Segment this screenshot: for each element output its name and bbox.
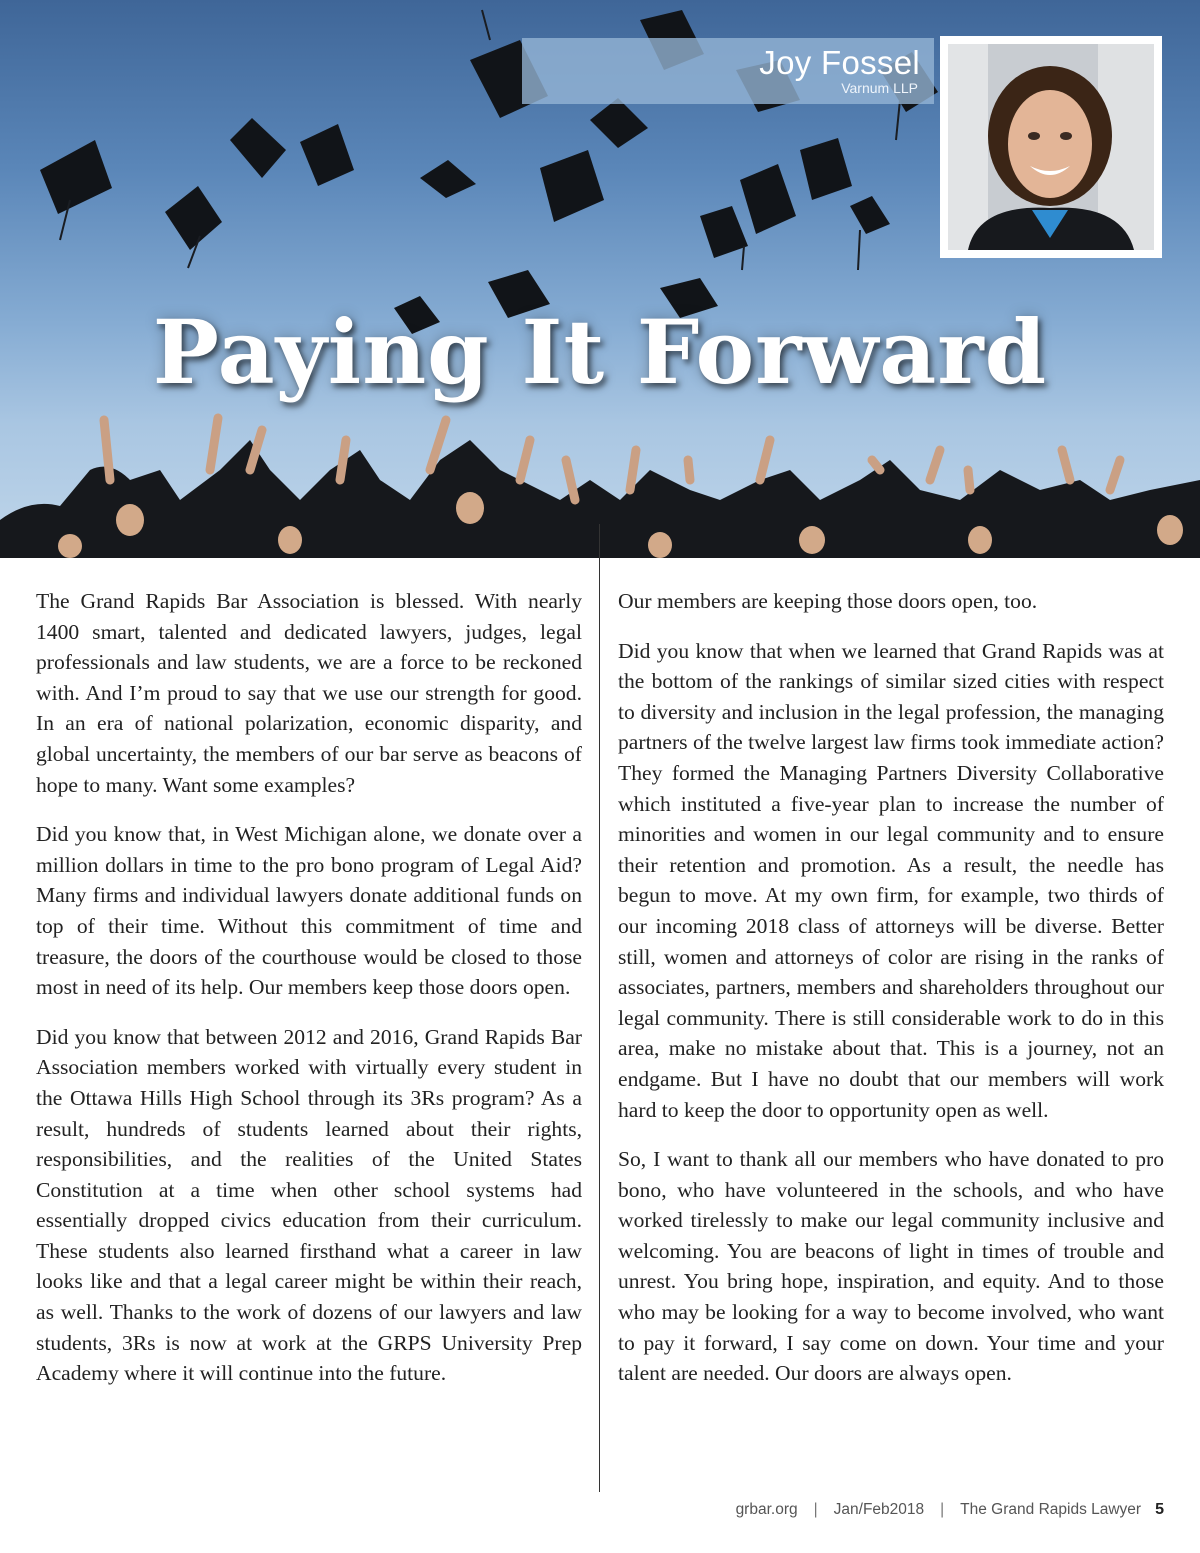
paragraph: Our members are keeping those doors open, too. bbox=[618, 589, 1038, 613]
article-column-right bbox=[618, 586, 1164, 1408]
author-name: Joy Fossel bbox=[759, 44, 920, 81]
footer-issue: Jan/Feb2018 bbox=[833, 1501, 925, 1518]
author-portrait bbox=[948, 44, 1154, 250]
page-footer bbox=[736, 1501, 1164, 1519]
footer-separator: | bbox=[813, 1501, 818, 1518]
paragraph: Did you know that when we learned that Grand Rapids was at the bottom of the rankings of similar sized cities with respect to diversity and inclusion in the legal profession, the managing partners of the twelve largest law firms took immediate action? They formed the Managing Partners Diversity Collaborative which instituted a five-year plan to increase the number of minorities and women in our legal community and to ensure their retention and promotion. As a result, the needle has begun to move. At my own firm, for example, two thirds of our incoming 2018 class of attorneys will be diverse. Better still, women and attorneys of color are rising in the ranks of associates, partners, members and shareholders throughout our legal community. There is still considerable work to do in this area, make no mistake about that. This is a journey, not an endgame. But I have no doubt that our members will work hard to keep the door to opportunity open as well. bbox=[618, 638, 1164, 1122]
footer-publication: The Grand Rapids Lawyer bbox=[960, 1501, 1142, 1518]
article-headline: Paying It Forward bbox=[152, 300, 1048, 404]
paragraph: So, I want to thank all our members who have donated to pro bono, who have volunteered in the schools, and who have worked tirelessly to make our legal community inclusive and welcoming. You are beacons of light in times of trouble and unrest. You bring hope, inspiration, and equity. And to those who may be looking for a way to become involved, who want to pay it forward, I say come on down. Your time and your talent are needed. Our doors are always open. bbox=[618, 1147, 1164, 1386]
hero-banner bbox=[0, 0, 1200, 558]
page-number: 5 bbox=[1155, 1501, 1164, 1518]
author-firm: Varnum LLP bbox=[841, 80, 918, 96]
footer-separator: | bbox=[940, 1501, 945, 1518]
author-portrait-frame bbox=[940, 36, 1162, 258]
column-divider bbox=[599, 524, 600, 1492]
paragraph: The Grand Rapids Bar Association is blessed. With nearly 1400 smart, talented and dedicated lawyers, judges, legal professionals and law students, we are a force to be reckoned with. And I’m proud to say that we use our strength for good. In an era of national polarization, economic disparity, and global uncertainty, the members of our bar serve as beacons of hope to many. Want some examples? bbox=[36, 589, 582, 797]
paragraph: Did you know that, in West Michigan alone, we donate over a million dollars in time to the pro bono program of Legal Aid? Many firms and individual lawyers donate additional funds on top of their time. Without this commitment of time and treasure, the doors of the courthouse would be closed to those most in need of its help. Our members keep those doors open. bbox=[36, 822, 582, 1000]
paragraph: Did you know that between 2012 and 2016, Grand Rapids Bar Association members worked with virtually every student in the Ottawa Hills High School through its 3Rs program? As a result, hundreds of students learned about their rights, responsibilities, and the realities of the United States Constitution at a time when other school systems had essentially dropped civics education from their curriculum. These students also learned firsthand what a career in law looks like and that a legal career might be within their reach, as well. Thanks to the work of dozens of our lawyers and law students, 3Rs is now at work at the GRPS University Prep Academy where it will continue into the future. bbox=[36, 1024, 582, 1386]
footer-site-link[interactable]: grbar.org bbox=[735, 1501, 798, 1518]
article-column-left bbox=[36, 586, 582, 1408]
